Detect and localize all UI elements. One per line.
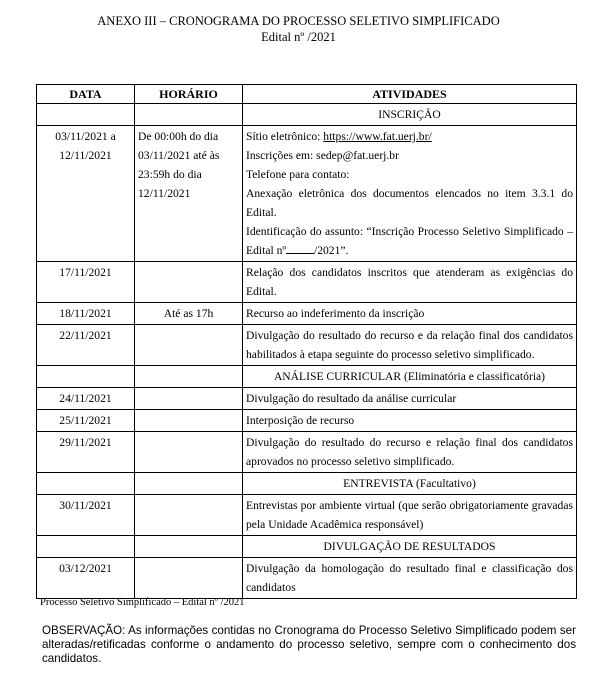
time-cell: Até as 17h: [135, 303, 243, 325]
phone-line: Telefone para contato:: [246, 168, 350, 181]
date-cell: 22/11/2021: [37, 325, 135, 366]
time-cell: [135, 410, 243, 432]
activity-cell: Divulgação da homologação do resultado final e classificação dos candidatos: [243, 558, 577, 599]
table-row: [37, 388, 577, 410]
empty-cell: [135, 366, 243, 388]
table-row: [37, 432, 577, 473]
column-header-activities: ATIVIDADES: [243, 85, 577, 104]
empty-cell: [135, 473, 243, 495]
column-header-time: HORÁRIO: [135, 85, 243, 104]
empty-cell: [37, 366, 135, 388]
table-row: [37, 410, 577, 432]
annex-line: Anexação eletrônica dos documentos elencados no item 3.3.1 do Edital.: [246, 187, 573, 219]
table-header-row: [37, 85, 577, 104]
date-cell: 25/11/2021: [37, 410, 135, 432]
table-row: [37, 558, 577, 599]
section-title: DIVULGAÇÃO DE RESULTADOS: [243, 536, 577, 558]
table-row: [37, 303, 577, 325]
observation-text: OBSERVAÇÃO: As informações contidas no Cronograma do Processo Seletivo Simplificado podem ser alteradas/retificadas conforme o andamento do processo seletivo, sempre com o conhecimento dos candidatos.: [42, 624, 576, 665]
empty-cell: [135, 104, 243, 126]
section-title: ENTREVISTA (Facultativo): [243, 473, 577, 495]
empty-cell: [135, 536, 243, 558]
time-cell: [135, 558, 243, 599]
subject-line: [246, 222, 573, 260]
date-cell: 03/11/2021 a 12/11/2021: [37, 126, 135, 262]
activity-cell: Entrevistas por ambiente virtual (que serão obrigatoriamente gravadas pela Unidade Acadêmica responsável): [243, 495, 577, 536]
website-label: Sítio eletrônico:: [246, 130, 324, 143]
date-cell: 30/11/2021: [37, 495, 135, 536]
activity-cell: Interposição de recurso: [243, 410, 577, 432]
section-row-entrevista: [37, 473, 577, 495]
table-row: [37, 495, 577, 536]
date-cell: 03/12/2021: [37, 558, 135, 599]
empty-cell: [37, 104, 135, 126]
time-cell: De 00:00h do dia 03/11/2021 até às 23:59h do dia 12/11/2021: [135, 126, 243, 262]
section-row-analise: [37, 366, 577, 388]
activity-cell: Divulgação do resultado da análise curricular: [243, 388, 577, 410]
column-header-date: DATA: [37, 85, 135, 104]
time-cell: [135, 388, 243, 410]
activity-cell: Divulgação do resultado do recurso e da relação final dos candidatos habilitados à etapa seguinte do processo seletivo simplificado.: [243, 325, 577, 366]
time-cell: [135, 432, 243, 473]
time-cell: [135, 325, 243, 366]
email-line: Inscrições em: sedep@fat.uerj.br: [246, 149, 399, 162]
activity-cell: Recurso ao indeferimento da inscrição: [243, 303, 577, 325]
activity-cell: Relação dos candidatos inscritos que atenderam as exigências do Edital.: [243, 262, 577, 303]
date-cell: 18/11/2021: [37, 303, 135, 325]
table-row: [37, 325, 577, 366]
edital-number: Edital nº /2021: [261, 30, 336, 44]
empty-cell: [37, 473, 135, 495]
footer-note: Processo Seletivo Simplificado – Edital nº /2021: [40, 597, 245, 608]
table-row: [37, 126, 577, 262]
date-cell: 29/11/2021: [37, 432, 135, 473]
website-link[interactable]: https://www.fat.uerj.br/: [323, 130, 432, 143]
website-line: [246, 127, 573, 146]
blank-underline: [286, 253, 314, 254]
section-row-inscricao: [37, 104, 577, 126]
time-cell: [135, 495, 243, 536]
activity-cell: [243, 126, 577, 262]
section-title: INSCRIÇÃO: [243, 104, 577, 126]
date-cell: 24/11/2021: [37, 388, 135, 410]
section-row-divulgacao: [37, 536, 577, 558]
activity-cell: Divulgação do resultado do recurso e relação final dos candidatos aprovados no processo seletivo simplificado.: [243, 432, 577, 473]
document-title: ANEXO III – CRONOGRAMA DO PROCESSO SELETIVO SIMPLIFICADO: [97, 14, 500, 28]
subject-text-end: /2021”.: [313, 244, 349, 257]
table-row: [37, 262, 577, 303]
schedule-table: [36, 84, 577, 599]
time-cell: [135, 262, 243, 303]
subject-text: Identificação do assunto: “Inscrição Processo Seletivo Simplificado – Edital nº: [246, 225, 573, 257]
section-title: ANÁLISE CURRICULAR (Eliminatória e classificatória): [243, 366, 577, 388]
empty-cell: [37, 536, 135, 558]
date-cell: 17/11/2021: [37, 262, 135, 303]
